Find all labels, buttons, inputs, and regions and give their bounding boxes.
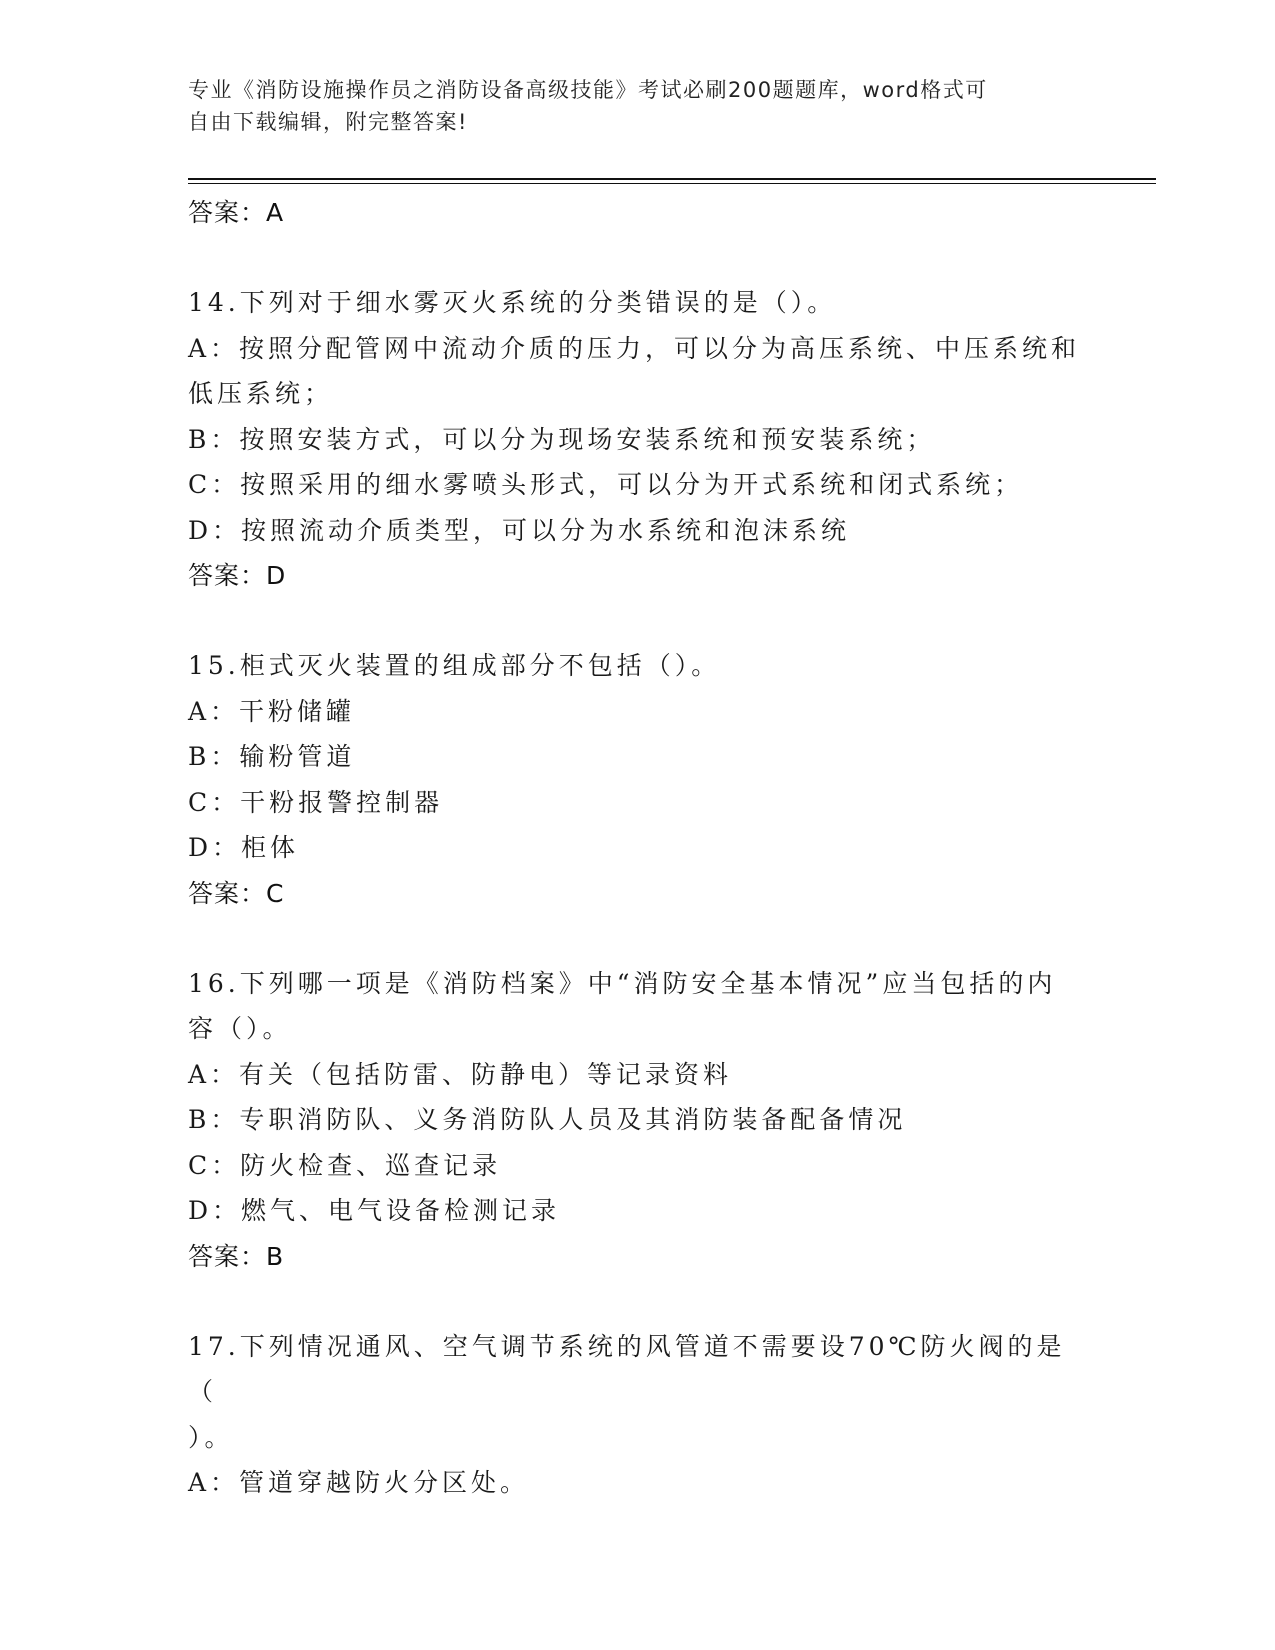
question-14-option-b: B：按照安装方式，可以分为现场安装系统和预安装系统； bbox=[188, 424, 936, 454]
header-divider-thick bbox=[188, 178, 1156, 180]
question-14-option-a: A：按照分配管网中流动介质的压力，可以分为高压系统、中压系统和 bbox=[188, 333, 1081, 363]
question-15-option-d: D：柜体 bbox=[188, 833, 300, 862]
question-list bbox=[188, 190, 1088, 1506]
question-17-text-line-1: 17.下列情况通风、空气调节系统的风管道不需要设70℃防火阀的是（ bbox=[188, 1331, 1066, 1406]
question-15-answer: 答案：C bbox=[188, 878, 285, 908]
question-15-option-c: C：干粉报警控制器 bbox=[188, 787, 444, 817]
question-14-text: 14.下列对于细水雾灭火系统的分类错误的是（）。 bbox=[188, 288, 837, 317]
header-divider-thin bbox=[188, 183, 1156, 184]
question-14 bbox=[188, 280, 1088, 599]
question-14-option-c: C：按照采用的细水雾喷头形式，可以分为开式系统和闭式系统； bbox=[188, 470, 1024, 499]
question-16-option-b: B：专职消防队、义务消防队人员及其消防装备配备情况 bbox=[188, 1105, 907, 1134]
question-16-answer: 答案：B bbox=[188, 1241, 285, 1271]
question-16-option-d: D：燃气、电气设备检测记录 bbox=[188, 1196, 561, 1225]
question-15 bbox=[188, 643, 1088, 917]
question-14-option-d: D：按照流动介质类型，可以分为水系统和泡沫系统 bbox=[188, 515, 851, 545]
question-15-option-b: B：输粉管道 bbox=[188, 742, 356, 771]
question-15-text: 15.柜式灭火装置的组成部分不包括（）。 bbox=[188, 651, 721, 680]
question-16-option-c: C：防火检查、巡查记录 bbox=[188, 1150, 502, 1180]
document-header bbox=[188, 74, 1068, 138]
question-16 bbox=[188, 961, 1088, 1280]
question-17-option-a: A：管道穿越防火分区处。 bbox=[188, 1468, 530, 1497]
question-16-text-line-2: 容（）。 bbox=[188, 1014, 292, 1043]
question-16-text-line-1: 16.下列哪一项是《消防档案》中“消防安全基本情况”应当包括的内 bbox=[188, 968, 1057, 998]
question-16-option-a: A：有关（包括防雷、防静电）等记录资料 bbox=[188, 1059, 733, 1089]
header-line-2: 自由下载编辑，附完整答案! bbox=[188, 110, 468, 134]
answer-13: 答案：A bbox=[188, 198, 285, 227]
question-15-option-a: A：干粉储罐 bbox=[188, 696, 356, 726]
question-14-answer: 答案：D bbox=[188, 561, 287, 590]
question-17 bbox=[188, 1324, 1088, 1506]
header-line-1: 专业《消防设施操作员之消防设备高级技能》考试必刷200题题库，word格式可 bbox=[188, 78, 988, 102]
question-17-text-line-2: ）。 bbox=[188, 1422, 234, 1452]
question-14-option-a-cont: 低压系统； bbox=[188, 379, 334, 408]
